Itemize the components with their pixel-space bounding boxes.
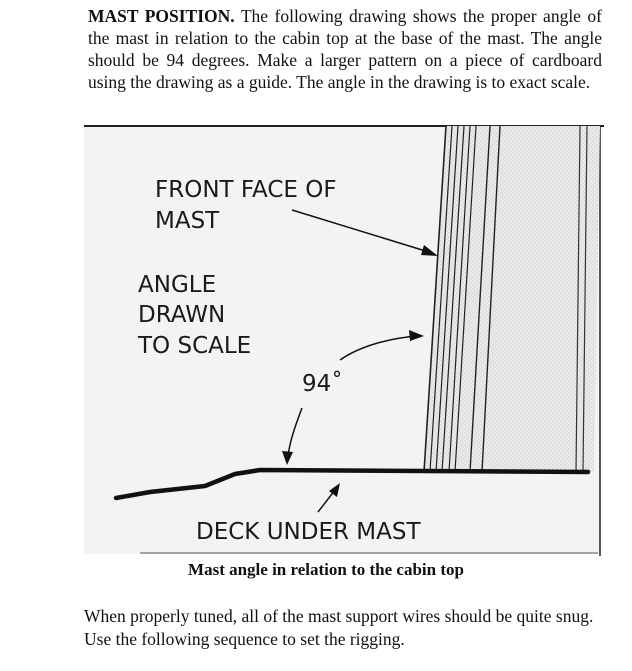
body-paragraph: When properly tuned, all of the mast support wires should be quite snug. Use the following sequence to set the rigging.: [84, 606, 594, 649]
mast: [424, 126, 600, 472]
figure-caption: Mast angle in relation to the cabin top: [188, 560, 464, 579]
label-to-scale: TO SCALE: [138, 333, 252, 359]
label-angle: ANGLE: [138, 272, 217, 298]
section-heading: MAST POSITION.: [88, 6, 235, 26]
label-front-face: FRONT FACE OF: [155, 177, 337, 203]
label-94-degrees: 94˚: [302, 371, 343, 397]
label-deck-under-mast: DECK UNDER MAST: [196, 519, 421, 545]
label-drawn: DRAWN: [138, 302, 226, 328]
label-front-face-mast: MAST: [155, 208, 220, 234]
intro-text: The following drawing shows the proper angle of the mast in relation to the cabin top at the base of the mast. The angle should be 94 degrees. Make a larger pattern on a piece of cardboard using the drawing as a guide. The angle in the drawing is to exact scale.: [88, 6, 602, 92]
